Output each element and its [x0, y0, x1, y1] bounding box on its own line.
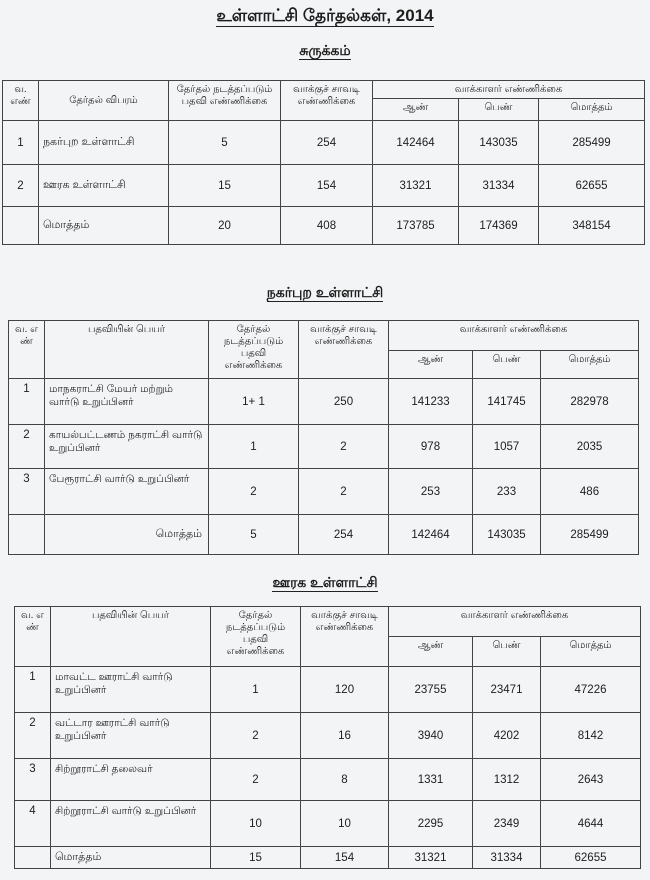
- row-sn: 2: [15, 713, 51, 759]
- table-row: [3, 121, 645, 165]
- summary-col-sn: வ. எண்: [3, 81, 39, 121]
- total-posts: 5: [209, 515, 299, 555]
- rural-col-name: பதவியின் பெயர்: [51, 607, 211, 667]
- summary-col-total: மொத்தம்: [539, 99, 645, 121]
- urban-table: [8, 320, 639, 555]
- urban-col-voters: வாக்காளர் எண்ணிக்கை: [389, 321, 639, 351]
- summary-header-row: [3, 81, 645, 99]
- total-row-sn-empty: [3, 207, 39, 245]
- row-sn: 3: [15, 759, 51, 801]
- row-booths: 10: [301, 801, 389, 847]
- rural-col-voters: வாக்காளர் எண்ணிக்கை: [389, 607, 641, 637]
- row-sn: 4: [15, 801, 51, 847]
- row-total: 47226: [541, 667, 641, 713]
- rural-heading: ஊரக உள்ளாட்சி: [272, 574, 378, 590]
- row-name: சிற்றூராட்சி வார்டு உறுப்பினர்: [51, 801, 211, 847]
- table-row: [9, 379, 639, 425]
- urban-col-booths: வாக்குச் சாவடி எண்ணிக்கை: [299, 321, 389, 379]
- row-posts: 1+ 1: [209, 379, 299, 425]
- summary-table: [2, 80, 645, 245]
- row-male: 253: [389, 469, 473, 515]
- row-name: வட்டார ஊராட்சி வார்டு உறுப்பினர்: [51, 713, 211, 759]
- row-female: 233: [473, 469, 541, 515]
- total-row: [15, 847, 641, 869]
- page-title: உள்ளாட்சி தேர்தல்கள், 2014: [216, 6, 434, 25]
- urban-col-sn: வ. எ ண்: [9, 321, 45, 379]
- row-booths: 154: [281, 165, 373, 207]
- rural-col-total: மொத்தம்: [541, 637, 641, 667]
- total-male: 142464: [389, 515, 473, 555]
- total-male: 31321: [389, 847, 473, 869]
- row-posts: 10: [211, 801, 301, 847]
- rural-col-posts: தேர்தல் நடத்தப்படும் பதவி எண்ணிக்கை: [211, 607, 301, 667]
- table-row: [9, 425, 639, 469]
- row-booths: 2: [299, 425, 389, 469]
- table-row: [15, 667, 641, 713]
- row-name: மாவட்ட ஊராட்சி வார்டு உறுப்பினர்: [51, 667, 211, 713]
- row-booths: 16: [301, 713, 389, 759]
- total-posts: 15: [211, 847, 301, 869]
- total-female: 174369: [459, 207, 539, 245]
- urban-col-posts: தேர்தல் நடத்தப்படும் பதவி எண்ணிக்கை: [209, 321, 299, 379]
- rural-col-sn: வ. எ ண்: [15, 607, 51, 667]
- summary-col-voters: வாக்காளர் எண்ணிக்கை: [373, 81, 645, 99]
- summary-col-booths: வாக்குச் சாவடி எண்ணிக்கை: [281, 81, 373, 121]
- row-name: காயல்பட்டணம் நகராட்சி வார்டு உறுப்பினர்: [45, 425, 209, 469]
- row-sn: 1: [9, 379, 45, 425]
- total-booths: 154: [301, 847, 389, 869]
- row-total: 2035: [541, 425, 639, 469]
- total-label: மொத்தம்: [39, 207, 169, 245]
- urban-header-row: [9, 321, 639, 351]
- summary-col-female: பெண்: [459, 99, 539, 121]
- row-posts: 5: [169, 121, 281, 165]
- total-total: 62655: [541, 847, 641, 869]
- summary-col-posts: தேர்தல் நடத்தப்படும் பதவி எண்ணிக்கை: [169, 81, 281, 121]
- row-posts: 15: [169, 165, 281, 207]
- row-total: 282978: [541, 379, 639, 425]
- row-female: 1057: [473, 425, 541, 469]
- summary-col-detail: தேர்தல் விபரம்: [39, 81, 169, 121]
- total-booths: 254: [299, 515, 389, 555]
- total-posts: 20: [169, 207, 281, 245]
- total-row-sn-empty: [9, 515, 45, 555]
- row-male: 23755: [389, 667, 473, 713]
- row-total: 2643: [541, 759, 641, 801]
- row-male: 141233: [389, 379, 473, 425]
- urban-heading: நகர்புற உள்ளாட்சி: [266, 284, 384, 300]
- urban-col-name: பதவியின் பெயர்: [45, 321, 209, 379]
- row-female: 31334: [459, 165, 539, 207]
- total-total: 348154: [539, 207, 645, 245]
- row-booths: 254: [281, 121, 373, 165]
- row-male: 2295: [389, 801, 473, 847]
- rural-header-row: [15, 607, 641, 637]
- total-female: 143035: [473, 515, 541, 555]
- row-posts: 1: [209, 425, 299, 469]
- row-male: 978: [389, 425, 473, 469]
- summary-heading: சுருக்கம்: [299, 42, 351, 58]
- row-female: 143035: [459, 121, 539, 165]
- row-sn: 3: [9, 469, 45, 515]
- table-row: [15, 801, 641, 847]
- row-total: 62655: [539, 165, 645, 207]
- row-name: மாநகராட்சி மேயர் மற்றும் வார்டு உறுப்பினர்: [45, 379, 209, 425]
- row-sn: 2: [3, 165, 39, 207]
- row-name: பேரூராட்சி வார்டு உறுப்பினர்: [45, 469, 209, 515]
- row-total: 486: [541, 469, 639, 515]
- table-row: [15, 713, 641, 759]
- row-male: 142464: [373, 121, 459, 165]
- row-sn: 2: [9, 425, 45, 469]
- row-total: 4644: [541, 801, 641, 847]
- row-name: சிற்றூராட்சி தலைவர்: [51, 759, 211, 801]
- rural-col-male: ஆண்: [389, 637, 473, 667]
- row-female: 2349: [473, 801, 541, 847]
- row-posts: 2: [209, 469, 299, 515]
- row-female: 1312: [473, 759, 541, 801]
- urban-col-female: பெண்: [473, 351, 541, 379]
- total-label: மொத்தம்: [51, 847, 211, 869]
- table-row: [9, 469, 639, 515]
- row-female: 141745: [473, 379, 541, 425]
- table-row: [15, 759, 641, 801]
- total-label: மொத்தம்: [45, 515, 209, 555]
- urban-col-male: ஆண்: [389, 351, 473, 379]
- summary-col-male: ஆண்: [373, 99, 459, 121]
- total-total: 285499: [541, 515, 639, 555]
- row-female: 23471: [473, 667, 541, 713]
- total-row: [9, 515, 639, 555]
- row-booths: 250: [299, 379, 389, 425]
- row-sn: 1: [15, 667, 51, 713]
- row-detail: ஊரக உள்ளாட்சி: [39, 165, 169, 207]
- total-male: 173785: [373, 207, 459, 245]
- row-posts: 2: [211, 759, 301, 801]
- rural-table: [14, 606, 641, 869]
- row-male: 3940: [389, 713, 473, 759]
- rural-col-female: பெண்: [473, 637, 541, 667]
- total-row-sn-empty: [15, 847, 51, 869]
- row-total: 285499: [539, 121, 645, 165]
- row-detail: நகர்புற உள்ளாட்சி: [39, 121, 169, 165]
- rural-col-booths: வாக்குச் சாவடி எண்ணிக்கை: [301, 607, 389, 667]
- row-male: 31321: [373, 165, 459, 207]
- row-sn: 1: [3, 121, 39, 165]
- row-posts: 1: [211, 667, 301, 713]
- total-female: 31334: [473, 847, 541, 869]
- row-total: 8142: [541, 713, 641, 759]
- table-row: [3, 165, 645, 207]
- row-posts: 2: [211, 713, 301, 759]
- row-male: 1331: [389, 759, 473, 801]
- total-booths: 408: [281, 207, 373, 245]
- row-female: 4202: [473, 713, 541, 759]
- row-booths: 2: [299, 469, 389, 515]
- urban-col-total: மொத்தம்: [541, 351, 639, 379]
- row-booths: 120: [301, 667, 389, 713]
- total-row: [3, 207, 645, 245]
- row-booths: 8: [301, 759, 389, 801]
